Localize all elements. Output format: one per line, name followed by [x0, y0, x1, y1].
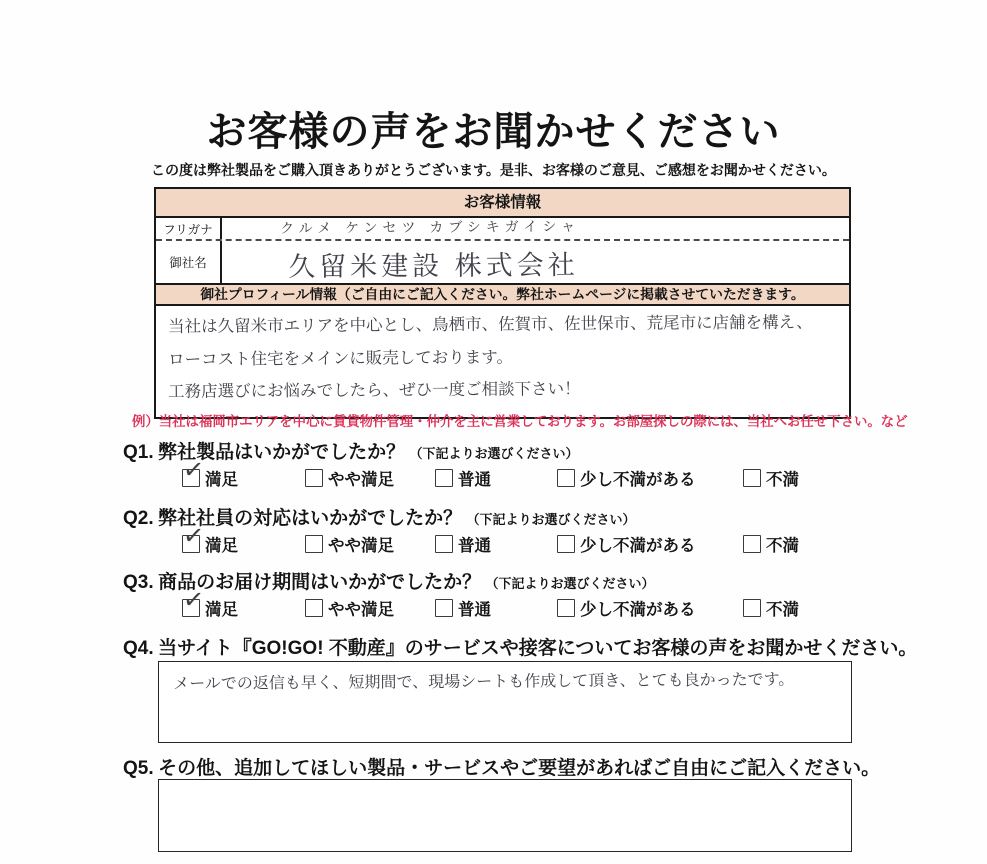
check-icon: ✓ [181, 520, 206, 552]
option-label: 少し不満がある [580, 537, 696, 555]
option-label: やや満足 [328, 471, 394, 489]
customer-info-header: お客様情報 [156, 189, 849, 218]
q1-option-dissatisfied[interactable] [743, 468, 799, 488]
checkbox[interactable] [305, 535, 323, 553]
customer-info-table [154, 187, 851, 419]
q3-option-dissatisfied[interactable] [743, 598, 799, 618]
q2-text: 弊社社員の対応はいかがでしたか？ [158, 508, 463, 529]
q3-hint: （下記よりお選びください） [485, 576, 655, 591]
checkbox[interactable] [743, 599, 761, 617]
option-label: 普通 [458, 601, 491, 619]
checkbox[interactable] [435, 535, 453, 553]
q1-hint: （下記よりお選びください） [409, 446, 579, 461]
checkbox[interactable] [743, 535, 761, 553]
option-label: やや満足 [328, 601, 394, 619]
checkbox[interactable] [305, 469, 323, 487]
q1-option-somewhat-satisfied[interactable] [305, 468, 394, 488]
option-label: 満足 [205, 471, 238, 489]
checkbox[interactable] [557, 535, 575, 553]
q1-option-satisfied[interactable] [181, 454, 238, 489]
company-profile-line: 工務店選びにお悩みでしたら、ぜひ一度ご相談下さい！ [168, 380, 581, 401]
furigana-field[interactable] [222, 218, 849, 239]
q3-option-neutral[interactable] [435, 598, 491, 618]
company-name-label: 御社名 [156, 241, 222, 283]
company-name-field[interactable] [222, 241, 849, 283]
q2-option-somewhat-dissatisfied[interactable] [557, 534, 696, 554]
q1-option-somewhat-dissatisfied[interactable] [557, 468, 696, 488]
q5-answer-field[interactable] [158, 779, 852, 852]
checkbox[interactable] [557, 599, 575, 617]
checkbox[interactable] [305, 599, 323, 617]
q2-option-somewhat-satisfied[interactable] [305, 534, 394, 554]
company-profile-header: 御社プロフィール情報（ご自由にご記入ください。弊社ホームページに掲載させていただきます。 [156, 285, 849, 306]
option-label: 少し不満がある [580, 601, 696, 619]
q3-number: Q3. [123, 572, 154, 593]
q4-answer-field[interactable] [158, 661, 852, 743]
checkbox[interactable] [743, 469, 761, 487]
checkbox[interactable] [557, 469, 575, 487]
q5-number: Q5. [123, 758, 154, 779]
checkbox[interactable] [181, 454, 206, 487]
furigana-value: クルメ ケンセツ カブシキガイシャ [280, 217, 581, 236]
checkbox[interactable] [435, 599, 453, 617]
q2-hint: （下記よりお選びください） [466, 512, 636, 527]
check-icon: ✓ [181, 454, 206, 486]
checkbox[interactable] [181, 520, 206, 553]
option-label: 不満 [766, 471, 799, 489]
q3-text: 商品のお届け期間はいかがでしたか？ [158, 572, 482, 593]
furigana-label: フリガナ [156, 218, 222, 239]
q3-option-satisfied[interactable] [181, 584, 238, 619]
q4-heading [123, 633, 917, 660]
option-label: やや満足 [328, 537, 394, 555]
option-label: 少し不満がある [580, 471, 696, 489]
page-subtitle: この度は弊社製品をご購入頂きありがとうございます。是非、お客様のご意見、ご感想をお聞かせください。 [151, 162, 836, 178]
company-profile-line: 当社は久留米市エリアを中心とし、鳥栖市、佐賀市、佐世保市、荒尾市に店舗を構え、 [168, 313, 813, 336]
company-profile-line: ローコスト住宅をメインに販売しております。 [168, 348, 514, 369]
company-name-row [156, 241, 849, 285]
example-note: 例）当社は福岡市エリアを中心に賃貸物件管理・仲介を主に営業しております。お部屋探しの際には、当社へお任せ下さい。など [132, 414, 908, 429]
q4-text: 当サイト『GO!GO! 不動産』のサービスや接客についてお客様の声をお聞かせください。 [158, 638, 918, 659]
q2-option-neutral[interactable] [435, 534, 491, 554]
q1-number: Q1. [123, 442, 154, 463]
q3-option-somewhat-satisfied[interactable] [305, 598, 394, 618]
q2-option-dissatisfied[interactable] [743, 534, 799, 554]
q2-number: Q2. [123, 508, 154, 529]
furigana-row [156, 218, 849, 241]
option-label: 普通 [458, 471, 491, 489]
q4-number: Q4. [123, 638, 154, 659]
company-profile-field[interactable] [156, 306, 849, 417]
option-label: 普通 [458, 537, 491, 555]
q1-text: 弊社製品はいかがでしたか？ [158, 442, 406, 463]
option-label: 不満 [766, 601, 799, 619]
option-label: 満足 [205, 537, 238, 555]
q4-answer-value: メールでの返信も早く、短期間で、現場シートも作成して頂き、とても良かったです。 [173, 671, 795, 693]
check-icon: ✓ [181, 584, 206, 616]
option-label: 不満 [766, 537, 799, 555]
q1-option-neutral[interactable] [435, 468, 491, 488]
checkbox[interactable] [435, 469, 453, 487]
page-title: お客様の声をお聞かせください [206, 110, 781, 154]
checkbox[interactable] [181, 584, 206, 617]
q5-text: その他、追加してほしい製品・サービスやご要望があればご自由にご記入ください。 [158, 758, 881, 779]
company-name-value: 久留米建設 株式会社 [288, 249, 579, 282]
option-label: 満足 [205, 601, 238, 619]
q2-option-satisfied[interactable] [181, 520, 238, 555]
q3-option-somewhat-dissatisfied[interactable] [557, 598, 696, 618]
